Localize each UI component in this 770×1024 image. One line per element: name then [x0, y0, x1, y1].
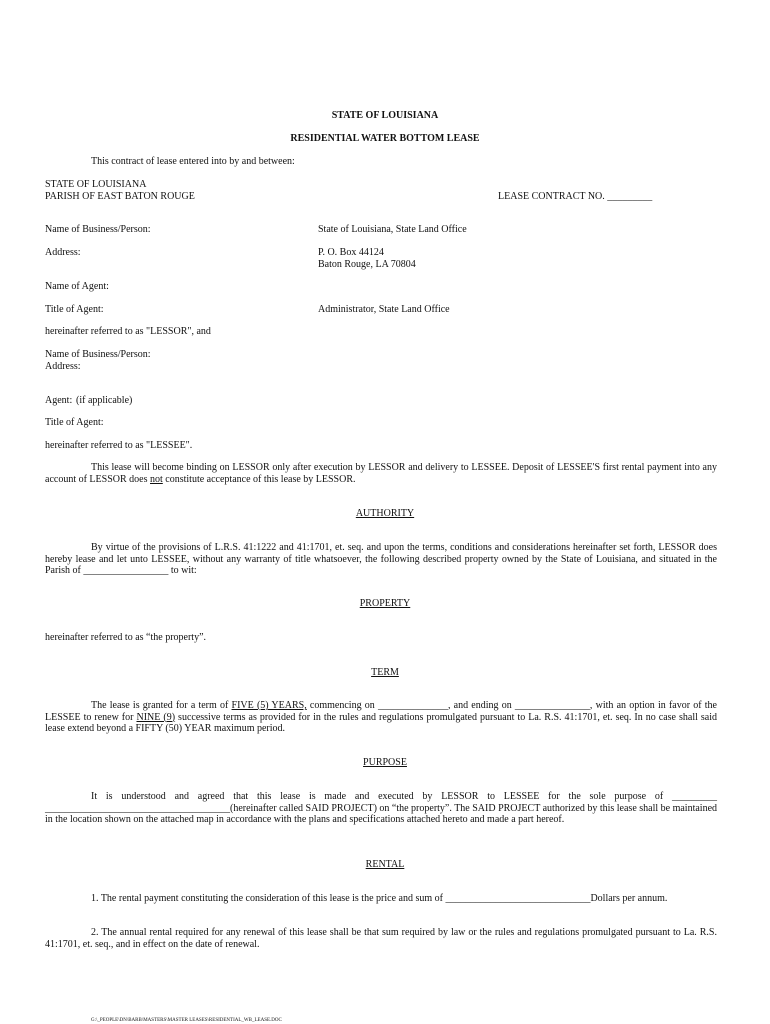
term-five-years: FIVE (5) YEARS, [231, 700, 307, 711]
state-line: STATE OF LOUISIANA [45, 179, 147, 190]
lessor-title-label: Title of Agent: [45, 304, 104, 315]
footer-file-path: G:\_PEOPLE\DN\BARB\MASTERS\MASTER LEASES\RESIDENTIAL_WB_LEASE.DOC [91, 1018, 282, 1023]
property-heading: PROPERTY [359, 598, 411, 609]
binding-text-part1: This lease will become binding on LESSOR only after execution by LESSOR and delivery to LESSEE. Deposit of LESSEE'S first rental payment into any account of LESSOR does [45, 462, 717, 485]
lessor-agent-label: Name of Agent: [45, 281, 109, 292]
lessor-address-label: Address: [45, 247, 81, 258]
lessee-name-label: Name of Business/Person: [45, 349, 151, 360]
authority-paragraph: By virtue of the provisions of L.R.S. 41:1222 and 41:1701, et. seq. and upon the terms, conditions and considerations hereinafter set forth, LESSOR does hereby lease and let unto LESSEE, without any warranty of title whatsoever, the following described property owned by the State of Louisiana, and situated in the Parish of _________________ to wit: [45, 542, 717, 576]
lessee-agent-label: Agent: [45, 395, 73, 406]
binding-text-part2: constitute acceptance of this lease by LESSOR. [162, 473, 356, 485]
binding-paragraph [45, 462, 717, 485]
lessor-address-line2: Baton Rouge, LA 70804 [318, 259, 416, 270]
lessor-name-label: Name of Business/Person: [45, 224, 151, 235]
purpose-paragraph: It is understood and agreed that this lease is made and executed by LESSOR to LESSEE for the sole purpose of _________ _____________________________________(hereinafter called SAID PROJECT) on “the property”. The SAID PROJECT authorized by this lease shall be maintained in the location shown on the attached map in accordance with the plans and specifications attached hereto and made a part hereof. [45, 791, 718, 825]
lessor-title-value: Administrator, State Land Office [318, 304, 450, 315]
intro-text: This contract of lease entered into by and between: [91, 156, 295, 167]
term-text-part2: commencing on ______________, and ending on _______________, with an option in favor of the LESSEE to renew for [45, 700, 717, 723]
rental-heading: RENTAL [365, 859, 405, 870]
rental-clause-2: 2. The annual rental required for any renewal of this lease shall be that sum required by law or the rules and regulations promulgated pursuant to La. R.S. 41:1701, et. seq., and in effect on the date of renewal. [45, 927, 717, 950]
term-heading: TERM [371, 667, 399, 678]
state-title: STATE OF LOUISIANA [331, 110, 439, 121]
lessor-referred-text: hereinafter referred to as "LESSOR", and [45, 326, 211, 337]
term-text-part3: successive terms as provided for in the rules and regulations promulgated pursuant to La. R.S. 41:1701, et. seq. In no case shall said lease extend beyond a FIFTY (50) YEAR maximum period. [45, 711, 717, 734]
lessee-address-label: Address: [45, 361, 81, 372]
rental-clause-1: 1. The rental payment constituting the consideration of this lease is the price and sum of _____________________________Dollars per annum. [91, 893, 668, 904]
authority-heading: AUTHORITY [355, 508, 415, 519]
binding-not-emphasis: not [150, 473, 163, 485]
term-text-part1: The lease is granted for a term of [91, 700, 232, 711]
lease-title: RESIDENTIAL WATER BOTTOM LEASE [290, 133, 480, 144]
lease-contract-number: LEASE CONTRACT NO. _________ [498, 191, 653, 202]
lessee-referred-text: hereinafter referred to as "LESSEE". [45, 440, 193, 451]
lessee-title-label: Title of Agent: [45, 417, 104, 428]
term-nine-renewals: NINE (9) [136, 711, 176, 723]
purpose-heading: PURPOSE [363, 757, 407, 768]
lessee-agent-note: (if applicable) [76, 395, 133, 406]
property-text: hereinafter referred to as “the property”. [45, 632, 207, 643]
lessor-name-value: State of Louisiana, State Land Office [318, 224, 467, 235]
parish-line: PARISH OF EAST BATON ROUGE [45, 191, 195, 202]
term-paragraph [45, 700, 717, 735]
lessor-address-line1: P. O. Box 44124 [318, 247, 384, 258]
